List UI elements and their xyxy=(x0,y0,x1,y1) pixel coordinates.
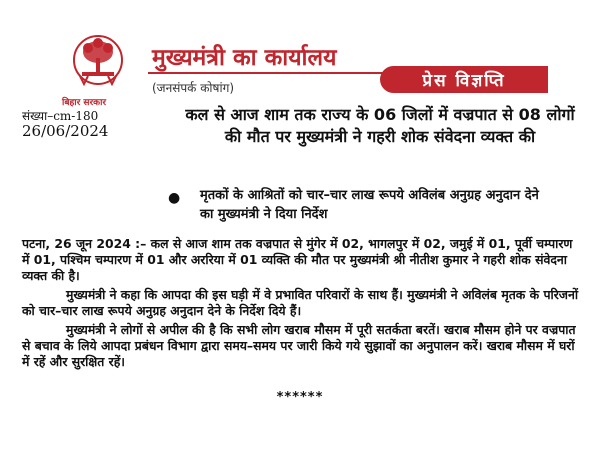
office-title: मुख्यमंत्री का कार्यालय xyxy=(152,45,337,71)
bullet-icon: ● xyxy=(168,190,181,206)
office-subtitle: (जनसंपर्क कोषांग) xyxy=(152,81,235,95)
bullet-point: मृतकों के आश्रितों को चार–चार लाख रूपये अविलंब अनुग्रह अनुदान देने का मुख्यमंत्री ने दिया निर्देश xyxy=(200,188,539,222)
release-date: 26/06/2024 xyxy=(22,122,109,140)
body-text xyxy=(22,236,582,373)
closing-marks: ****** xyxy=(276,390,324,405)
emblem-caption: बिहार सरकार xyxy=(62,98,107,108)
press-release-banner: प्रेस विज्ञप्ति xyxy=(380,66,548,93)
paragraph-3: मुख्यमंत्री ने लोगों से अपील की है कि सभी लोग खराब मौसम में पूरी सतर्कता बरतें। खराब मौसम होने पर वज्रपात से बचाव के लिये आपदा प्रबंधन विभाग द्वारा समय–समय पर जारी किये गये सुझावों का अनुपालन करें। खराब मौसम में घरों में रहें और सुरक्षित रहें। xyxy=(22,322,576,369)
reference-number: संख्या–cm-180 xyxy=(22,109,99,123)
paragraph-1: पटना, 26 जून 2024 :– कल से आज शाम तक वज्रपात से मुंगेर में 02, भागलपुर में 02, जमुई में 01, पूर्वी चम्पारण में 01, पश्चिम चम्पारण में 01 और अररिया में 01 व्यक्ति की मौत पर मुख्यमंत्री श्री नीतीश कुमार ने गहरी शोक संवेदना व्यक्त की है। xyxy=(22,236,573,283)
headline: कल से आज शाम तक राज्य के 06 जिलों में वज्रपात से 08 लोगों की मौत पर मुख्यमंत्री ने गहरी शोक संवेदना व्यक्त की xyxy=(185,105,575,146)
paragraph-2: मुख्यमंत्री ने कहा कि आपदा की इस घड़ी में वे प्रभावित परिवारों के साथ हैं। मुख्यमंत्री ने अविलंब मृतक के परिजनों को चार–चार लाख रूपये अनुग्रह अनुदान देने के निर्देश दिये हैं। xyxy=(22,287,579,318)
bodhi-tree-emblem-icon xyxy=(58,34,138,92)
